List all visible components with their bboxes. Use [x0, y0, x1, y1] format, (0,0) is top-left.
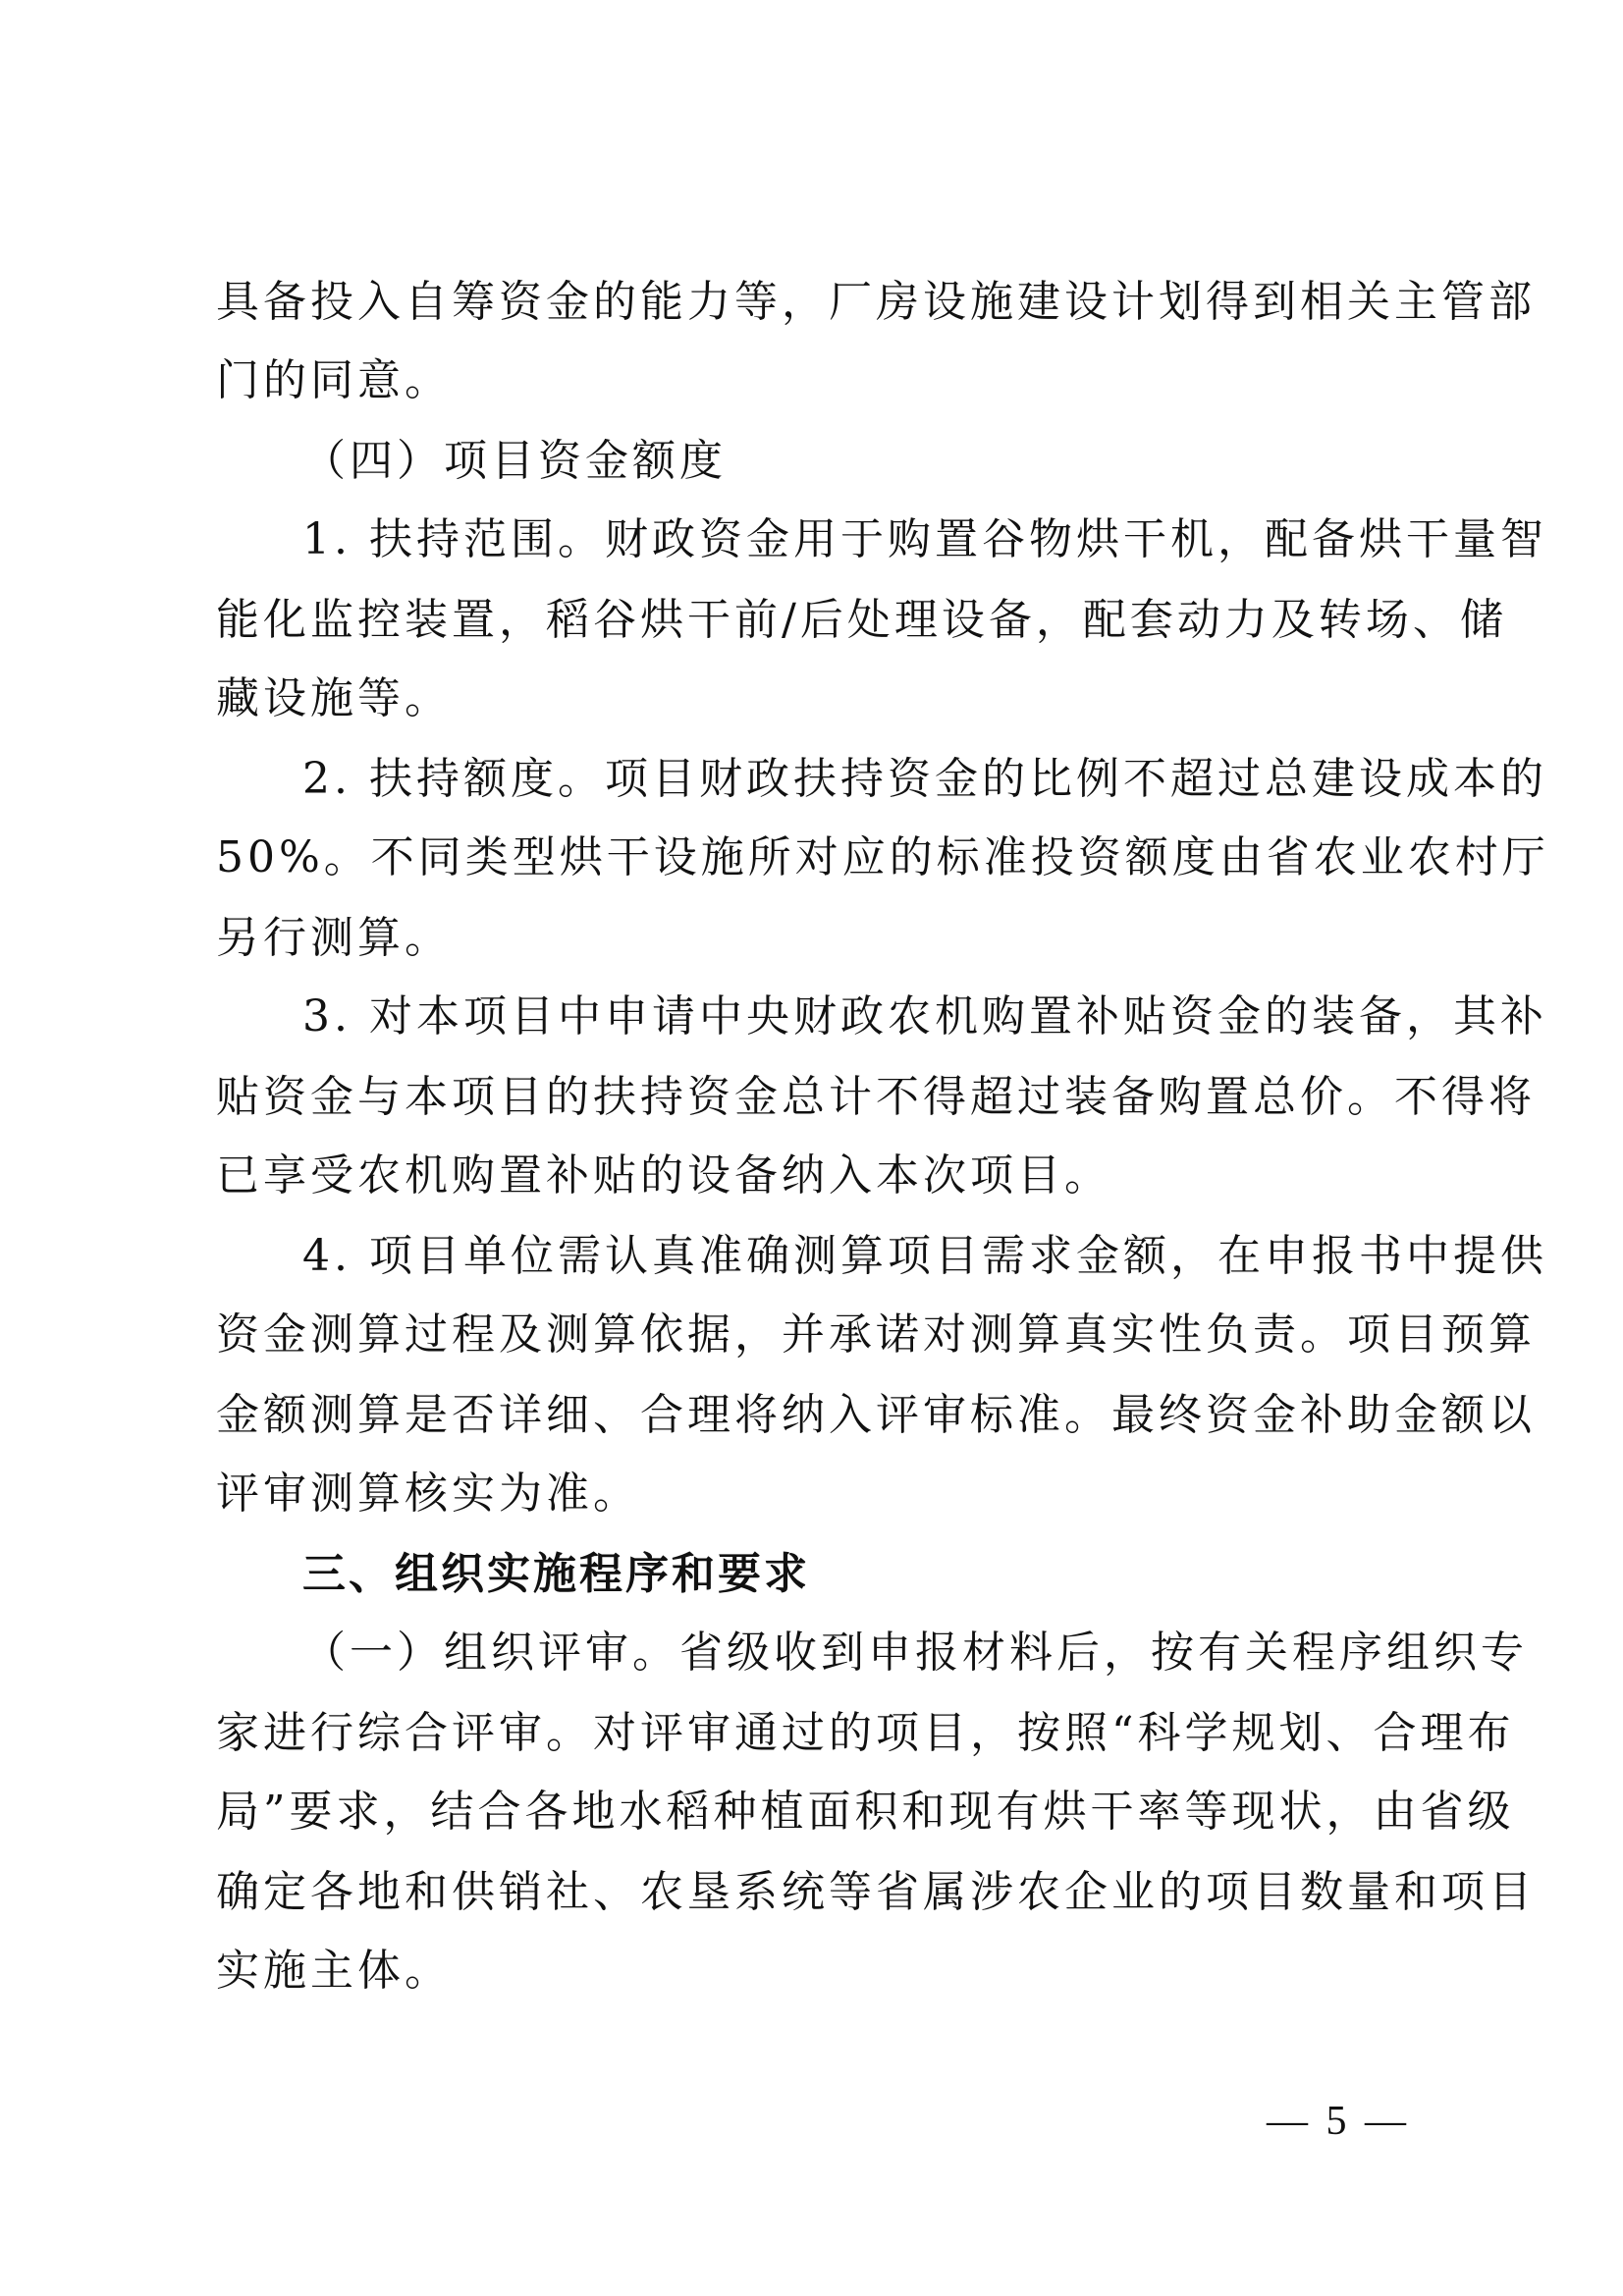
paragraph-line: 具备投入自筹资金的能力等，厂房设施建设计划得到相关主管部	[216, 277, 1536, 327]
paragraph-line: 家进行综合评审。对评审通过的项目，按照“科学规划、合理布	[216, 1708, 1515, 1758]
paragraph-line: 已享受农机购置补贴的设备纳入本次项目。	[216, 1150, 1111, 1201]
paragraph-line: 50%。不同类型烘干设施所对应的标准投资额度由省农业农村厅	[216, 832, 1549, 882]
paragraph-line: 1. 扶持范围。财政资金用于购置谷物烘干机，配备烘干量智	[302, 514, 1547, 564]
paragraph-line: 评审测算核实为准。	[216, 1468, 640, 1519]
paragraph-line: 门的同意。	[216, 355, 452, 405]
page-number: — 5 —	[1267, 2099, 1410, 2144]
paragraph-line: 金额测算是否详细、合理将纳入评审标准。最终资金补助金额以	[216, 1390, 1536, 1440]
paragraph-line: （一）组织评审。省级收到申报材料后，按有关程序组织专	[302, 1628, 1528, 1678]
paragraph-line: 实施主体。	[216, 1946, 452, 1996]
paragraph-line: 3. 对本项目中申请中央财政农机购置补贴资金的装备，其补	[302, 991, 1547, 1041]
paragraph-line: 资金测算过程及测算依据，并承诺对测算真实性负责。项目预算	[216, 1309, 1536, 1360]
paragraph-line: 4. 项目单位需认真准确测算项目需求金额，在申报书中提供	[302, 1231, 1547, 1281]
paragraph-line: 贴资金与本项目的扶持资金总计不得超过装备购置总价。不得将	[216, 1072, 1536, 1122]
paragraph-line: 藏设施等。	[216, 673, 452, 723]
paragraph-line: 另行测算。	[216, 913, 452, 963]
section-subheading: （四）项目资金额度	[302, 436, 727, 486]
paragraph-line: 2. 扶持额度。项目财政扶持资金的比例不超过总建设成本的	[302, 754, 1547, 804]
section-heading: 三、组织实施程序和要求	[302, 1549, 810, 1599]
paragraph-line: 确定各地和供销社、农垦系统等省属涉农企业的项目数量和项目	[216, 1867, 1536, 1917]
paragraph-line: 局”要求，结合各地水稻种植面积和现有烘干率等现状，由省级	[216, 1787, 1515, 1837]
paragraph-line: 能化监控装置，稻谷烘干前/后处理设备，配套动力及转场、储	[216, 595, 1507, 645]
